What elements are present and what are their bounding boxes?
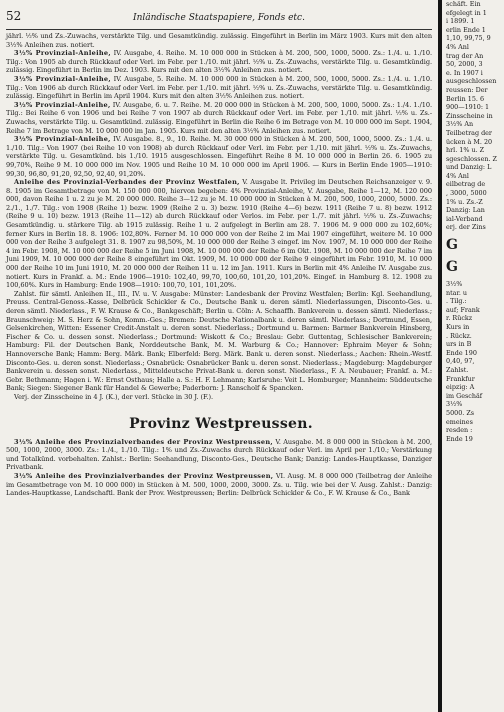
facing-page-lines — [446, 0, 504, 232]
facing-page-line: reussen: Der — [446, 85, 488, 94]
facing-page-line: emeines — [446, 417, 473, 426]
listing-paragraph — [6, 290, 432, 393]
paragraph-text: jährl. ½% und Zs.-Zuwachs, verstärkte Tilg. und Gesamtkündig. zulässig. Eingeführt in Berlin im März 1903. Kurs mit den alten 3½% Anleihen zus. notiert. — [6, 32, 432, 49]
securities-listing-bottom — [6, 438, 436, 498]
facing-page-line: . Rückz. — [446, 331, 472, 340]
paragraph-lead: 3½% Anleihe des Provinzialverbandes der Provinz Westpreussen, — [14, 437, 273, 446]
paragraph-text: IV. Ausgabe, 4. Reihe. M. 10 000 000 in Stücken à M. 200, 500, 1000, 5000. Zs.: 1./4. u. 1./10. Tilg.: Von 1905 ab durch Rückkauf oder Verl. im Febr. per 1./10. mit jährl. ½% u. Zs.-Zuwachs, verstärkte Tilg. u. Gesamtkündig. zulässig. Eingeführt in Berlin im Dez. 1903. Kurs mit den alten 3½% Anleihen zus. notiert. — [6, 49, 432, 75]
paragraph-text: IV. Ausgabe, 5. Reihe. M. 10 000 000 in Stücken à M. 200, 500, 1000, 5000. Zs.: 1./4. u. 1./10. Tilg.: Von 1906 ab durch Rückkauf oder Verl. im Febr. per 1./10. mit jährl. ½% u. Zs.-Zuwachs, verstärkte Tilg. u. Gesamtkündig. zulässig. Eingeführt in Berlin im April 1904. Kurs mit den alten 3½% Anleihen zus. notiert. — [6, 74, 432, 101]
facing-page-line: 50, 2000, 3 — [446, 60, 483, 69]
paragraph-text: V. Ausgabe lt. Privileg im Deutschen Reichsanzeiger v. 9. 8. 1905 im Gesamtbetrage von M. 150 000 000, hiervon begeben: 4% Provinzial-Anleihe, V. Ausgabe, Reihe 1—12, M. 120 000 000, davon Reihe 1 u. 2 zu je M. 20 000 000. Reihe 3—12 zu je M. 10 000 000 in Stücken à M. 200, 500, 1000, 2000, 5000. Zs.: 2./1., 1./7. Tilg.: von 1908 (Reihe 1) bezw. 1909 (Reihe 2 u. 3) bezw. 1910 (Reihe 4—6) bezw. 1911 (Reihe 7 u. 8) bezw. 1912 (Reihe 9 u. 10) bezw. 1913 (Reihe 11—12) ab durch Rückkauf oder Verlos. im Febr. per 1./7. mit jährl. ½% u. Zs.-Zuwachs; Gesamtkündig. u. stärkere Tilg. ab 1915 zulässig. Reihe 1 u. 2 aufgelegt in Berlin am 28. 7. 1906 M. 9 000 000 zu 102,60%; ferner Kurs in Berlin 18. 8. 1906: 102,80%. Ferner M. 10 000 000 von der Reihe 2 im Mai 1907 eingeführt, weitere M. 10 000 000 von der Reihe 3 aufgelegt 31. 8. 1907 zu 98,50%, M. 10 000 000 der Reihe 3 eingef. im Nov. 1907, M. 10 000 000 der Reihe 4 im Febr. 1908, M. 10 000 000 der Reihe 5 im Juni 1908, M. 10 000 000 der Reihe 6 im Okt. 1908, M. 10 000 000 der Reihe 7 im Juni 1909, M. 10 000 000 der Reihe 8 eingeführt im Okt. 1909, M. 10 000 000 der Reihe 9 eingeführt im Febr. 1910, M. 10 000 000 der Reihe 10 im Juni 1910, M. 20 000 000 der Reihen 11 u. 12 im Jan. 1911. Kurs in Berlin mit 4% Anleihe IV. Ausgabe zus. notiert. Kurs in Frankf. a. M.: Ende 1906—1910: 102,40, 99,70, 100,60, 101,20, 101,20%. Eingef. in Hamburg 8. 12. 1908 zu 100,60%. Kurs in Hamburg: Ende 1908—1910: 100,70, 101, 101,20%. — [6, 178, 432, 290]
facing-page-line: 5000. Zs — [446, 408, 475, 417]
facing-page-line: 3½% — [446, 280, 463, 289]
facing-page-line: eilbetrag de — [446, 180, 486, 189]
facing-page-line: 3½% — [446, 400, 463, 409]
facing-page-line: eipzig: A — [446, 383, 475, 392]
facing-page-line: erlin Ende 1 — [446, 25, 486, 34]
facing-page-line: schäft. Ein — [446, 0, 481, 8]
facing-page-line: Kurs in — [446, 323, 470, 331]
facing-page-line: Frankfur — [446, 374, 475, 383]
facing-page-line: im Geschäf — [446, 391, 483, 400]
facing-page-lines-2 — [446, 280, 504, 443]
facing-page-line: Zinsscheine in — [446, 111, 493, 120]
listing-paragraph — [6, 75, 432, 101]
facing-page-line: 1,10, 99,75, 9 — [446, 34, 491, 43]
listing-paragraph — [6, 49, 432, 75]
facing-page-line: trag der An — [446, 51, 484, 60]
facing-page-heading-letter: G — [446, 237, 458, 254]
facing-page-line: ausgeschlossen — [446, 77, 497, 86]
facing-page-line: 0,40, 97, — [446, 357, 475, 366]
paragraph-lead: 3½% Provinzial-Anleihe, — [14, 100, 111, 109]
facing-page-line: sgeschlossen. Z — [446, 154, 497, 163]
paragraph-lead: Anleihe des Provinzial-Verbandes der Provinz Westfalen, — [14, 178, 240, 187]
facing-page-line: , 3000, 5000 — [446, 189, 487, 198]
listing-paragraph — [6, 135, 432, 178]
paragraph-text: V. Ausgabe. M. 8 000 000 in Stücken à M. 200, 500, 1000, 2000, 3000. Zs.: 1./4., 1./10. Tilg.: 1% und Zs.-Zuwachs durch Rückkauf oder Verl. im April per 1./10.; Verstärkung und Totalkünd. vorbehalten. Zahlst.: Berlin: Seehandlung, Disconto-Ges., Deutsche Bank; Danzig: Landes-Hauptkasse, Danziger Privatbank. — [6, 437, 432, 472]
facing-page-heading — [446, 236, 504, 276]
page-number: 52 — [6, 9, 22, 23]
facing-page-line: ücken à M. 20 — [446, 137, 493, 146]
facing-page-line: Berlin 15. 6 — [446, 94, 485, 103]
listing-paragraph — [6, 178, 432, 290]
listing-paragraph — [6, 438, 432, 472]
facing-page-line: Ende 190 — [446, 348, 477, 357]
facing-page-heading-letter: G — [446, 259, 458, 276]
facing-page-line: efgelegt in 1 — [446, 8, 487, 17]
paragraph-text: VI. Ausg. M. 8 000 000 (Teilbetrag der Anleihe im Gesamtbetrage von M. 10 000 000) in Stücken à M. 500, 1000, 2000, 3000. Zs. u. Tilg. wie bei der V. Ausg. Zahlst.: Danzig: Landes-Hauptkasse, Landschaftl. Bank der Prov. Westpreussen; Berlin: Delbrück Schickler & Co., F. W. Krause & Co., Bank — [6, 471, 432, 498]
paragraph-text: Verj. der Zinsscheine in 4 J. (K.), der verl. Stücke in 30 J. (F.). — [14, 392, 214, 401]
facing-page-line: 900—1910: 1 — [446, 103, 490, 112]
facing-page-line: e. In 1907 i — [446, 68, 483, 77]
facing-page-line: Ende 19 — [446, 434, 473, 443]
facing-page-line: ntar. u — [446, 288, 468, 297]
paragraph-text: IV. Ausgabe, 6. u. 7. Reihe. M. 20 000 000 in Stücken à M. 200, 500, 1000, 5000. Zs.: 1./4. 1./10. Tilg.: Bei Reihe 6 von 1906 und bei Reihe 7 von 1907 ab durch Rückkauf oder Verl. im Febr. per 1./10. mit jährl. ½% u. Zs.-Zuwachs, verstärkte Tilg. u. Gesamtkünd. zulässig. Eingeführt in Berlin die Reihe 6 im Betrage von M. 10 000 000 im Sept. 1904, Reihe 7 im Betrage von M. 10 000 000 im Jan. 1905. Kurs mit den alten 3½% Anleihen zus. notiert. — [6, 100, 432, 135]
facing-page-line: resden : — [446, 426, 473, 435]
running-title: Inländische Staatspapiere, Fonds etc. — [133, 13, 305, 23]
listing-paragraph — [6, 101, 432, 135]
page-header — [6, 9, 432, 30]
securities-listing-top — [6, 32, 436, 402]
facing-page-line: 4% Anl — [446, 42, 469, 51]
facing-page-line: erj. der Zins — [446, 223, 486, 232]
paragraph-text: Zahlst. für sämtl. Anleihen II., III., IV. u. V. Ausgabe: Münster: Landesbank der Provinz Westfalen; Berlin: Kgl. Seehandlung, Preuss. Central-Genoss.-Kasse, Delbrück Schickler & Co., Deutsche Bank u. deren sämtl. Niederlassungen, Disconto-Ges. u. deren sämtl. Niederlass., F. W. Krause & Co., Bankgeschäft; Berlin u. Cöln: A. Schaaffh. Bankverein u. dessen sämtl. Niederlass.; Braunschweig: M. S. Herz & Sohn, Komm.-Ges.; Bremen: Deutsche Nationalbank u. deren sämtl. Niederlass.; Dortmund, Essen, Gelsenkirchen, Witten: Essener Credit-Anstalt u. deren sonst. Niederlass.; Dortmund u. Barmen: Barmer Bankverein Hinsberg, Fischer & Co. u. dessen sonst. Niederlass.; Dortmund: Wiskott & Co.; Breslau: Gebr. Guttentag, Schlesischer Bankverein; Hamburg: Fil. der Deutschen Bank, Norddeutsche Bank, M. M. Warburg & Co.; Hannover: Ephraim Meyer & Sohn; Hannoversche Bank; Hamm: Berg. Märk. Bank; Elberfeld: Berg. Märk. Bank u. deren sonst. Niederlass.; Aachen: Rhein.-Westf. Disconto-Ges. u. deren sonst. Niederlass.; Osnabrück: Osnabrücker Bank u. deren sonst. Niederlass.; Magdeburg: Magdeburger Bankverein u. dessen sonst. Niederlass., Mitteldeutsche Privat-Bank u. deren sonst. Niederlass., F. A. Neubauer; Frankf. a. M.: Gebr. Bethmann; Hagen i. W.: Ernst Osthaus; Halle a. S.: H. F. Lehmann; Karlsruhe: Veit L. Homburger; Mannheim: Süddeutsche Bank; Siegen: Siegener Bank für Handel & Gewerbe; Paderborn: J. Ranscholf & Spancken. — [6, 289, 432, 393]
facing-page-line: 3½% An — [446, 120, 474, 129]
section-title: Provinz Westpreussen. — [129, 415, 313, 432]
facing-page-line: r. Rückz — [446, 314, 473, 323]
facing-page-line: i 1899. 1 — [446, 17, 475, 26]
paragraph-lead: 3½% Provinzial-Anleihe, — [14, 135, 111, 144]
facing-page-line: 1% u. Zs.-Z — [446, 197, 483, 206]
listing-paragraph — [6, 393, 432, 402]
paragraph-lead: 3½% Anleihe des Provinzialverbandes der Provinz Westpreussen, — [14, 471, 274, 480]
paragraph-lead: 3½% Provinzial-Anleihe, — [14, 49, 111, 58]
facing-page-column — [446, 0, 504, 712]
facing-page-line: Teilbetrag der — [446, 128, 492, 137]
listing-paragraph — [6, 32, 432, 49]
paragraph-lead: 3½% Provinzial-Anleihe, — [14, 74, 111, 83]
facing-page-line: Danzig: Lan — [446, 206, 485, 215]
facing-page-line: Zahlst. — [446, 365, 469, 374]
facing-page-line: 4% Anl — [446, 171, 469, 180]
facing-page-line: . Tilg.: — [446, 297, 467, 306]
page-gutter-divider — [438, 0, 442, 712]
facing-page-line: auf; Frank — [446, 305, 480, 314]
facing-page-line: und Danzig: L — [446, 163, 492, 172]
facing-page-line: urs in B — [446, 340, 472, 349]
facing-page-line: ial-Verband — [446, 214, 483, 223]
paragraph-text: IV. Ausgabe. 8., 9., 10. Reihe. M. 30 000 000 in Stücken à M. 200, 500, 1000, 5000. Zs.: 1./4. u. 1./10. Tilg.: Von 1907 (bei Reihe 10 von 1908) ab durch Rückkauf oder Verl. im Febr. per 1./10. mit jährl. ½% u. Zs.-Zuwachs, verstärkte Tilg. u. Gesamtkünd. bis 1./10. 1915 ausgeschlossen. Eingeführt Reihe 8 M. 10 000 000 in Berlin 26. 6. 1905 zu 99,70%, Reihe 9 M. 10 000 000 im Nov. 1905 und Reihe 10 M. 10 000 000 im April 1906. — Kurs in Berlin Ende 1905—1910: 99,30, 96,80, 91,20, 92,50, 92,40, 91,20%. — [6, 135, 432, 178]
listing-paragraph — [6, 472, 432, 498]
facing-page-line: hrl. 1% u. Z — [446, 146, 485, 155]
